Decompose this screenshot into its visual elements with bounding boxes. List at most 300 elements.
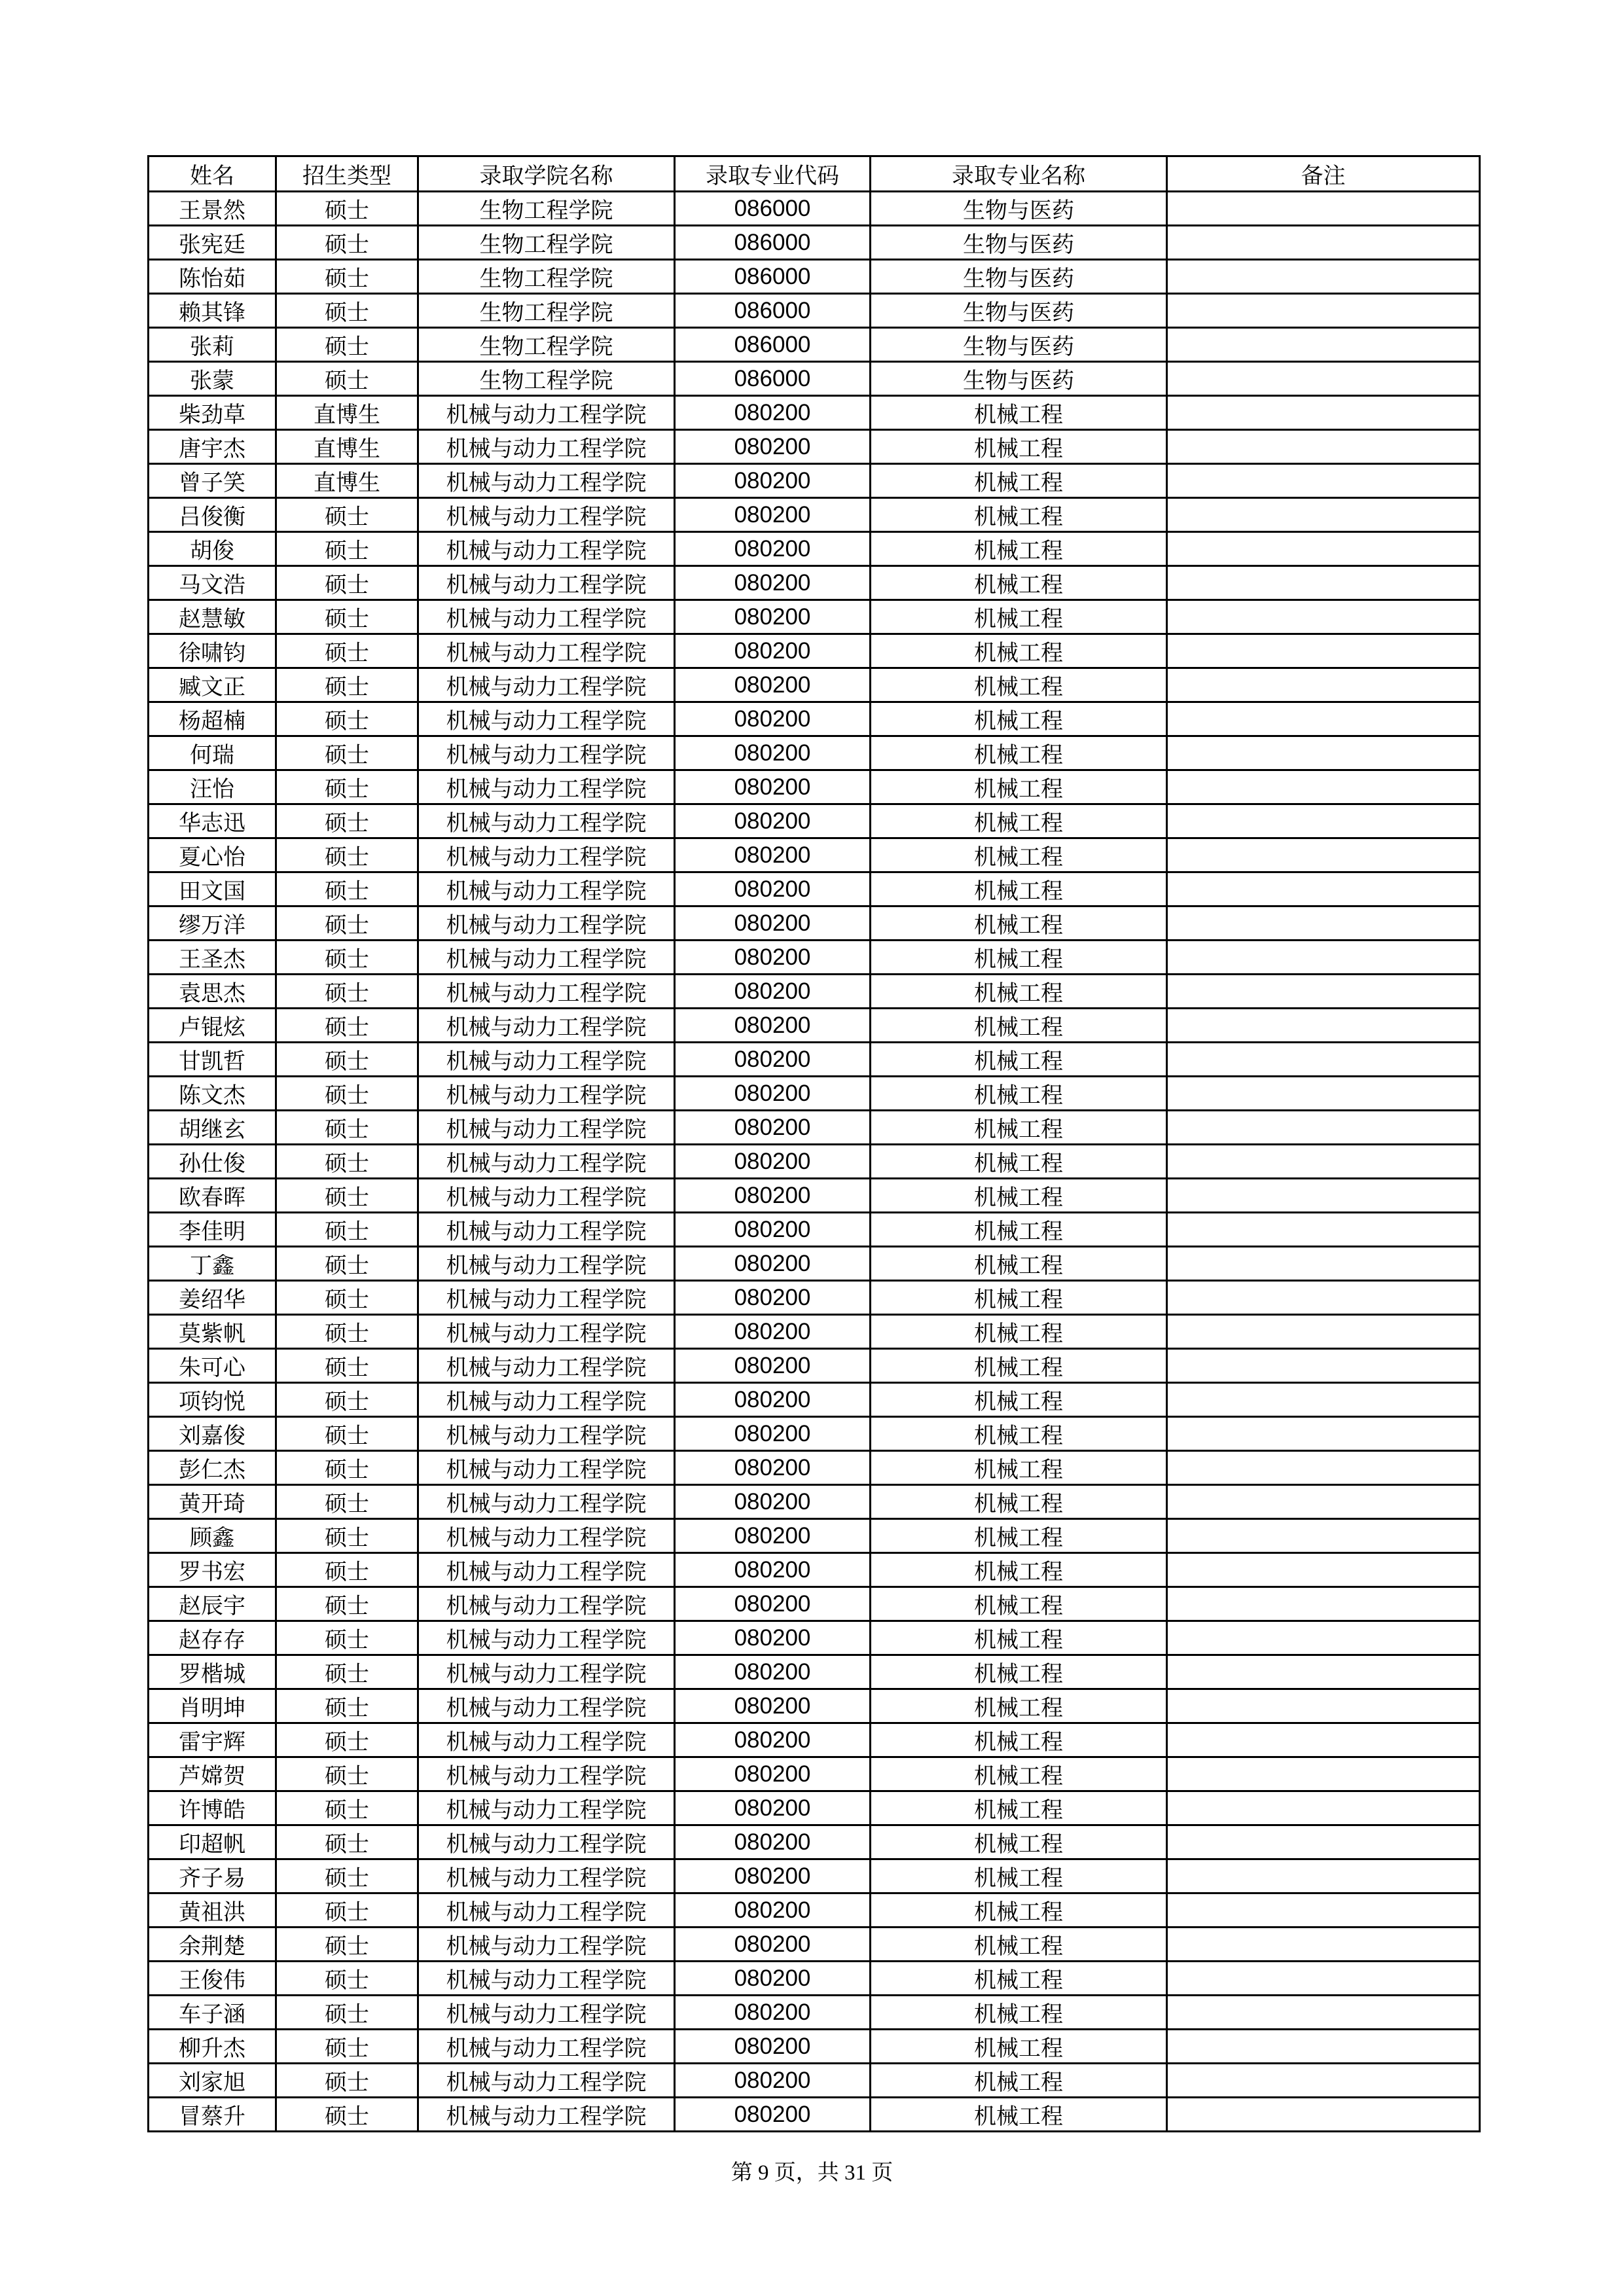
cell-admission-type: 硕士 <box>276 1281 418 1315</box>
cell-admission-type: 硕士 <box>276 600 418 634</box>
table-row <box>149 1485 1480 1519</box>
cell-major-code: 080200 <box>675 2030 871 2064</box>
cell-admission-type: 硕士 <box>276 668 418 702</box>
cell-note <box>1167 1417 1480 1451</box>
cell-note <box>1167 1962 1480 1996</box>
table-row <box>149 328 1480 362</box>
cell-college: 机械与动力工程学院 <box>418 1043 675 1077</box>
cell-name: 赵存存 <box>149 1621 276 1655</box>
cell-name: 陈怡茹 <box>149 260 276 294</box>
column-header-college: 录取学院名称 <box>418 156 675 192</box>
cell-admission-type: 硕士 <box>276 1928 418 1962</box>
cell-name: 王景然 <box>149 192 276 226</box>
cell-name: 甘凯哲 <box>149 1043 276 1077</box>
table-row <box>149 702 1480 736</box>
table-row <box>149 1825 1480 1859</box>
table-row <box>149 770 1480 804</box>
cell-major-name: 生物与医药 <box>871 362 1167 396</box>
cell-note <box>1167 1315 1480 1349</box>
table-row <box>149 226 1480 260</box>
cell-college: 机械与动力工程学院 <box>418 1962 675 1996</box>
cell-admission-type: 硕士 <box>276 532 418 566</box>
cell-admission-type: 硕士 <box>276 294 418 328</box>
cell-name: 朱可心 <box>149 1349 276 1383</box>
cell-major-code: 086000 <box>675 226 871 260</box>
cell-major-name: 机械工程 <box>871 1655 1167 1689</box>
table-row <box>149 2030 1480 2064</box>
cell-admission-type: 硕士 <box>276 1587 418 1621</box>
cell-college: 机械与动力工程学院 <box>418 804 675 838</box>
cell-college: 机械与动力工程学院 <box>418 1009 675 1043</box>
cell-major-code: 080200 <box>675 1111 871 1145</box>
cell-major-name: 机械工程 <box>871 1587 1167 1621</box>
cell-note <box>1167 1689 1480 1723</box>
table-row <box>149 1859 1480 1893</box>
cell-note <box>1167 1077 1480 1111</box>
cell-name: 李佳明 <box>149 1213 276 1247</box>
cell-note <box>1167 1723 1480 1757</box>
cell-major-name: 机械工程 <box>871 1009 1167 1043</box>
cell-college: 机械与动力工程学院 <box>418 2098 675 2132</box>
cell-major-code: 080200 <box>675 1281 871 1315</box>
cell-major-code: 080200 <box>675 634 871 668</box>
cell-name: 罗楷城 <box>149 1655 276 1689</box>
cell-admission-type: 硕士 <box>276 1077 418 1111</box>
cell-major-code: 080200 <box>675 702 871 736</box>
cell-note <box>1167 838 1480 872</box>
cell-major-name: 机械工程 <box>871 1621 1167 1655</box>
table-row <box>149 1145 1480 1179</box>
cell-major-code: 080200 <box>675 1213 871 1247</box>
cell-major-name: 机械工程 <box>871 1757 1167 1791</box>
cell-major-name: 生物与医药 <box>871 260 1167 294</box>
cell-admission-type: 硕士 <box>276 362 418 396</box>
cell-major-name: 生物与医药 <box>871 328 1167 362</box>
cell-major-code: 080200 <box>675 532 871 566</box>
table-row <box>149 1621 1480 1655</box>
cell-college: 生物工程学院 <box>418 192 675 226</box>
cell-major-code: 080200 <box>675 1383 871 1417</box>
table-row <box>149 1928 1480 1962</box>
cell-admission-type: 硕士 <box>276 566 418 600</box>
cell-major-code: 080200 <box>675 1485 871 1519</box>
table-body <box>149 192 1480 2132</box>
cell-admission-type: 硕士 <box>276 498 418 532</box>
cell-major-name: 机械工程 <box>871 1281 1167 1315</box>
cell-major-name: 机械工程 <box>871 1859 1167 1893</box>
cell-major-name: 机械工程 <box>871 770 1167 804</box>
cell-major-code: 080200 <box>675 1077 871 1111</box>
cell-note <box>1167 362 1480 396</box>
cell-admission-type: 硕士 <box>276 1417 418 1451</box>
cell-name: 卢锟炫 <box>149 1009 276 1043</box>
cell-college: 机械与动力工程学院 <box>418 2030 675 2064</box>
cell-admission-type: 硕士 <box>276 2098 418 2132</box>
cell-note <box>1167 1757 1480 1791</box>
cell-major-name: 机械工程 <box>871 2098 1167 2132</box>
cell-name: 雷宇辉 <box>149 1723 276 1757</box>
cell-major-code: 080200 <box>675 566 871 600</box>
cell-note <box>1167 668 1480 702</box>
column-header-major-name: 录取专业名称 <box>871 156 1167 192</box>
cell-name: 胡俊 <box>149 532 276 566</box>
cell-admission-type: 硕士 <box>276 1825 418 1859</box>
cell-major-code: 080200 <box>675 975 871 1009</box>
cell-college: 机械与动力工程学院 <box>418 1383 675 1417</box>
cell-college: 机械与动力工程学院 <box>418 430 675 464</box>
table-row <box>149 1247 1480 1281</box>
cell-name: 臧文正 <box>149 668 276 702</box>
cell-name: 田文国 <box>149 872 276 906</box>
cell-major-name: 机械工程 <box>871 1315 1167 1349</box>
cell-college: 机械与动力工程学院 <box>418 1689 675 1723</box>
cell-major-name: 机械工程 <box>871 430 1167 464</box>
cell-admission-type: 硕士 <box>276 872 418 906</box>
cell-college: 机械与动力工程学院 <box>418 736 675 770</box>
cell-major-code: 080200 <box>675 1349 871 1383</box>
cell-major-code: 080200 <box>675 1859 871 1893</box>
cell-major-code: 080200 <box>675 736 871 770</box>
cell-college: 机械与动力工程学院 <box>418 1893 675 1928</box>
cell-name: 华志迅 <box>149 804 276 838</box>
cell-major-name: 机械工程 <box>871 1689 1167 1723</box>
cell-major-name: 机械工程 <box>871 1519 1167 1553</box>
cell-major-code: 080200 <box>675 872 871 906</box>
cell-admission-type: 硕士 <box>276 804 418 838</box>
cell-college: 机械与动力工程学院 <box>418 975 675 1009</box>
table-row <box>149 1179 1480 1213</box>
cell-major-code: 080200 <box>675 1723 871 1757</box>
table-row <box>149 975 1480 1009</box>
cell-admission-type: 硕士 <box>276 736 418 770</box>
cell-college: 机械与动力工程学院 <box>418 1859 675 1893</box>
table-row <box>149 1383 1480 1417</box>
cell-note <box>1167 396 1480 430</box>
cell-note <box>1167 1213 1480 1247</box>
table-row <box>149 1213 1480 1247</box>
cell-note <box>1167 1485 1480 1519</box>
table-row <box>149 1417 1480 1451</box>
cell-note <box>1167 1928 1480 1962</box>
cell-major-code: 080200 <box>675 1996 871 2030</box>
cell-note <box>1167 1996 1480 2030</box>
cell-major-name: 机械工程 <box>871 1893 1167 1928</box>
cell-college: 机械与动力工程学院 <box>418 600 675 634</box>
cell-name: 彭仁杰 <box>149 1451 276 1485</box>
cell-college: 机械与动力工程学院 <box>418 668 675 702</box>
cell-name: 唐宇杰 <box>149 430 276 464</box>
cell-major-code: 080200 <box>675 1928 871 1962</box>
cell-note <box>1167 702 1480 736</box>
cell-admission-type: 硕士 <box>276 1553 418 1587</box>
table-row <box>149 498 1480 532</box>
cell-major-code: 086000 <box>675 260 871 294</box>
cell-major-code: 080200 <box>675 1009 871 1043</box>
cell-note <box>1167 1655 1480 1689</box>
cell-college: 生物工程学院 <box>418 260 675 294</box>
cell-major-name: 生物与医药 <box>871 192 1167 226</box>
cell-name: 刘嘉俊 <box>149 1417 276 1451</box>
cell-admission-type: 硕士 <box>276 1179 418 1213</box>
column-header-major-code: 录取专业代码 <box>675 156 871 192</box>
table-row <box>149 2098 1480 2132</box>
table-row <box>149 1893 1480 1928</box>
cell-major-name: 机械工程 <box>871 1247 1167 1281</box>
cell-admission-type: 硕士 <box>276 770 418 804</box>
cell-admission-type: 硕士 <box>276 1689 418 1723</box>
cell-major-code: 080200 <box>675 1315 871 1349</box>
cell-college: 机械与动力工程学院 <box>418 498 675 532</box>
admission-list-table <box>147 155 1481 2132</box>
cell-name: 车子涵 <box>149 1996 276 2030</box>
cell-admission-type: 硕士 <box>276 328 418 362</box>
cell-admission-type: 硕士 <box>276 1996 418 2030</box>
cell-college: 机械与动力工程学院 <box>418 838 675 872</box>
cell-major-code: 080200 <box>675 770 871 804</box>
cell-note <box>1167 975 1480 1009</box>
cell-major-code: 080200 <box>675 1757 871 1791</box>
cell-major-name: 机械工程 <box>871 1825 1167 1859</box>
cell-major-name: 机械工程 <box>871 1077 1167 1111</box>
cell-major-name: 机械工程 <box>871 1111 1167 1145</box>
cell-college: 机械与动力工程学院 <box>418 2064 675 2098</box>
table-row <box>149 1315 1480 1349</box>
cell-admission-type: 硕士 <box>276 1621 418 1655</box>
table-row <box>149 600 1480 634</box>
cell-major-code: 080200 <box>675 430 871 464</box>
cell-college: 机械与动力工程学院 <box>418 1485 675 1519</box>
cell-major-name: 机械工程 <box>871 1043 1167 1077</box>
cell-note <box>1167 941 1480 975</box>
cell-major-name: 机械工程 <box>871 1553 1167 1587</box>
page-number-footer: 第 9 页，共 31 页 <box>731 2161 893 2185</box>
cell-name: 姜绍华 <box>149 1281 276 1315</box>
table-row <box>149 1009 1480 1043</box>
column-header-admission-type: 招生类型 <box>276 156 418 192</box>
table-row <box>149 1689 1480 1723</box>
cell-major-name: 机械工程 <box>871 1417 1167 1451</box>
cell-college: 机械与动力工程学院 <box>418 1417 675 1451</box>
cell-name: 芦嫦贺 <box>149 1757 276 1791</box>
cell-college: 生物工程学院 <box>418 328 675 362</box>
cell-note <box>1167 1553 1480 1587</box>
cell-note <box>1167 1179 1480 1213</box>
cell-name: 赵慧敏 <box>149 600 276 634</box>
cell-name: 罗书宏 <box>149 1553 276 1587</box>
table-row <box>149 294 1480 328</box>
table-row <box>149 1757 1480 1791</box>
cell-major-name: 机械工程 <box>871 838 1167 872</box>
cell-admission-type: 硕士 <box>276 1145 418 1179</box>
cell-major-code: 080200 <box>675 1451 871 1485</box>
cell-major-code: 086000 <box>675 362 871 396</box>
cell-major-name: 机械工程 <box>871 464 1167 498</box>
cell-note <box>1167 600 1480 634</box>
cell-admission-type: 直博生 <box>276 396 418 430</box>
cell-admission-type: 硕士 <box>276 2030 418 2064</box>
cell-major-name: 机械工程 <box>871 804 1167 838</box>
cell-college: 机械与动力工程学院 <box>418 1587 675 1621</box>
cell-college: 机械与动力工程学院 <box>418 532 675 566</box>
cell-note <box>1167 872 1480 906</box>
cell-major-code: 080200 <box>675 1655 871 1689</box>
cell-major-name: 机械工程 <box>871 1723 1167 1757</box>
cell-note <box>1167 1621 1480 1655</box>
table-row <box>149 736 1480 770</box>
cell-college: 机械与动力工程学院 <box>418 1757 675 1791</box>
cell-college: 机械与动力工程学院 <box>418 566 675 600</box>
cell-admission-type: 硕士 <box>276 941 418 975</box>
table-row <box>149 838 1480 872</box>
table-row <box>149 1349 1480 1383</box>
cell-admission-type: 硕士 <box>276 906 418 941</box>
cell-college: 机械与动力工程学院 <box>418 702 675 736</box>
cell-note <box>1167 192 1480 226</box>
cell-college: 机械与动力工程学院 <box>418 1247 675 1281</box>
cell-major-code: 080200 <box>675 1587 871 1621</box>
cell-name: 袁思杰 <box>149 975 276 1009</box>
table-row <box>149 1519 1480 1553</box>
cell-major-code: 086000 <box>675 328 871 362</box>
table-row <box>149 872 1480 906</box>
cell-major-code: 080200 <box>675 1145 871 1179</box>
cell-name: 顾鑫 <box>149 1519 276 1553</box>
cell-name: 许博皓 <box>149 1791 276 1825</box>
cell-admission-type: 硕士 <box>276 1247 418 1281</box>
cell-note <box>1167 1893 1480 1928</box>
cell-college: 机械与动力工程学院 <box>418 1996 675 2030</box>
cell-name: 王俊伟 <box>149 1962 276 1996</box>
cell-admission-type: 硕士 <box>276 1519 418 1553</box>
cell-major-code: 080200 <box>675 1825 871 1859</box>
table-row <box>149 804 1480 838</box>
cell-major-code: 080200 <box>675 838 871 872</box>
table-row <box>149 1451 1480 1485</box>
cell-name: 黄开琦 <box>149 1485 276 1519</box>
cell-major-name: 机械工程 <box>871 600 1167 634</box>
column-header-note: 备注 <box>1167 156 1480 192</box>
table-row <box>149 668 1480 702</box>
cell-college: 机械与动力工程学院 <box>418 872 675 906</box>
cell-note <box>1167 1383 1480 1417</box>
cell-note <box>1167 736 1480 770</box>
cell-major-name: 机械工程 <box>871 498 1167 532</box>
cell-name: 曾子笑 <box>149 464 276 498</box>
cell-major-name: 机械工程 <box>871 1179 1167 1213</box>
cell-name: 丁鑫 <box>149 1247 276 1281</box>
cell-name: 汪怡 <box>149 770 276 804</box>
cell-name: 马文浩 <box>149 566 276 600</box>
cell-note <box>1167 634 1480 668</box>
cell-note <box>1167 1111 1480 1145</box>
cell-college: 机械与动力工程学院 <box>418 1077 675 1111</box>
cell-major-code: 080200 <box>675 1417 871 1451</box>
cell-admission-type: 硕士 <box>276 1962 418 1996</box>
cell-note <box>1167 804 1480 838</box>
cell-college: 机械与动力工程学院 <box>418 1213 675 1247</box>
cell-note <box>1167 294 1480 328</box>
cell-major-name: 机械工程 <box>871 1928 1167 1962</box>
column-header-name: 姓名 <box>149 156 276 192</box>
cell-admission-type: 硕士 <box>276 1213 418 1247</box>
cell-admission-type: 硕士 <box>276 1791 418 1825</box>
cell-note <box>1167 2064 1480 2098</box>
cell-note <box>1167 1859 1480 1893</box>
table-row <box>149 396 1480 430</box>
table-row <box>149 2064 1480 2098</box>
cell-name: 赵辰宇 <box>149 1587 276 1621</box>
cell-name: 印超帆 <box>149 1825 276 1859</box>
cell-major-name: 机械工程 <box>871 1383 1167 1417</box>
cell-college: 机械与动力工程学院 <box>418 906 675 941</box>
cell-college: 机械与动力工程学院 <box>418 1553 675 1587</box>
cell-college: 机械与动力工程学院 <box>418 634 675 668</box>
cell-major-code: 080200 <box>675 1962 871 1996</box>
cell-note <box>1167 1145 1480 1179</box>
cell-note <box>1167 532 1480 566</box>
cell-note <box>1167 906 1480 941</box>
cell-major-name: 机械工程 <box>871 1213 1167 1247</box>
cell-note <box>1167 498 1480 532</box>
cell-name: 黄祖洪 <box>149 1893 276 1928</box>
cell-major-name: 机械工程 <box>871 1145 1167 1179</box>
cell-admission-type: 硕士 <box>276 1349 418 1383</box>
cell-name: 冒蔡升 <box>149 2098 276 2132</box>
table-row <box>149 1111 1480 1145</box>
cell-college: 机械与动力工程学院 <box>418 396 675 430</box>
cell-college: 机械与动力工程学院 <box>418 1111 675 1145</box>
cell-note <box>1167 328 1480 362</box>
cell-major-code: 080200 <box>675 1689 871 1723</box>
cell-major-code: 080200 <box>675 2098 871 2132</box>
cell-note <box>1167 1043 1480 1077</box>
cell-name: 柴劲草 <box>149 396 276 430</box>
cell-major-name: 机械工程 <box>871 1962 1167 1996</box>
cell-admission-type: 直博生 <box>276 464 418 498</box>
cell-note <box>1167 1587 1480 1621</box>
cell-college: 机械与动力工程学院 <box>418 1655 675 1689</box>
table-row <box>149 430 1480 464</box>
cell-admission-type: 直博生 <box>276 430 418 464</box>
cell-note <box>1167 1519 1480 1553</box>
cell-major-name: 机械工程 <box>871 634 1167 668</box>
cell-major-code: 080200 <box>675 1791 871 1825</box>
cell-name: 陈文杰 <box>149 1077 276 1111</box>
cell-major-name: 生物与医药 <box>871 294 1167 328</box>
cell-major-name: 机械工程 <box>871 668 1167 702</box>
cell-major-name: 机械工程 <box>871 702 1167 736</box>
cell-name: 欧春晖 <box>149 1179 276 1213</box>
table-row <box>149 1723 1480 1757</box>
cell-name: 肖明坤 <box>149 1689 276 1723</box>
cell-admission-type: 硕士 <box>276 1655 418 1689</box>
cell-major-code: 080200 <box>675 600 871 634</box>
cell-note <box>1167 464 1480 498</box>
cell-college: 机械与动力工程学院 <box>418 1451 675 1485</box>
cell-major-name: 机械工程 <box>871 396 1167 430</box>
cell-college: 机械与动力工程学院 <box>418 1621 675 1655</box>
cell-college: 机械与动力工程学院 <box>418 1145 675 1179</box>
cell-admission-type: 硕士 <box>276 1723 418 1757</box>
cell-note <box>1167 770 1480 804</box>
cell-admission-type: 硕士 <box>276 2064 418 2098</box>
cell-admission-type: 硕士 <box>276 1111 418 1145</box>
cell-major-code: 080200 <box>675 1553 871 1587</box>
table-row <box>149 1655 1480 1689</box>
cell-major-name: 机械工程 <box>871 1349 1167 1383</box>
cell-name: 张宪廷 <box>149 226 276 260</box>
table-row <box>149 1996 1480 2030</box>
